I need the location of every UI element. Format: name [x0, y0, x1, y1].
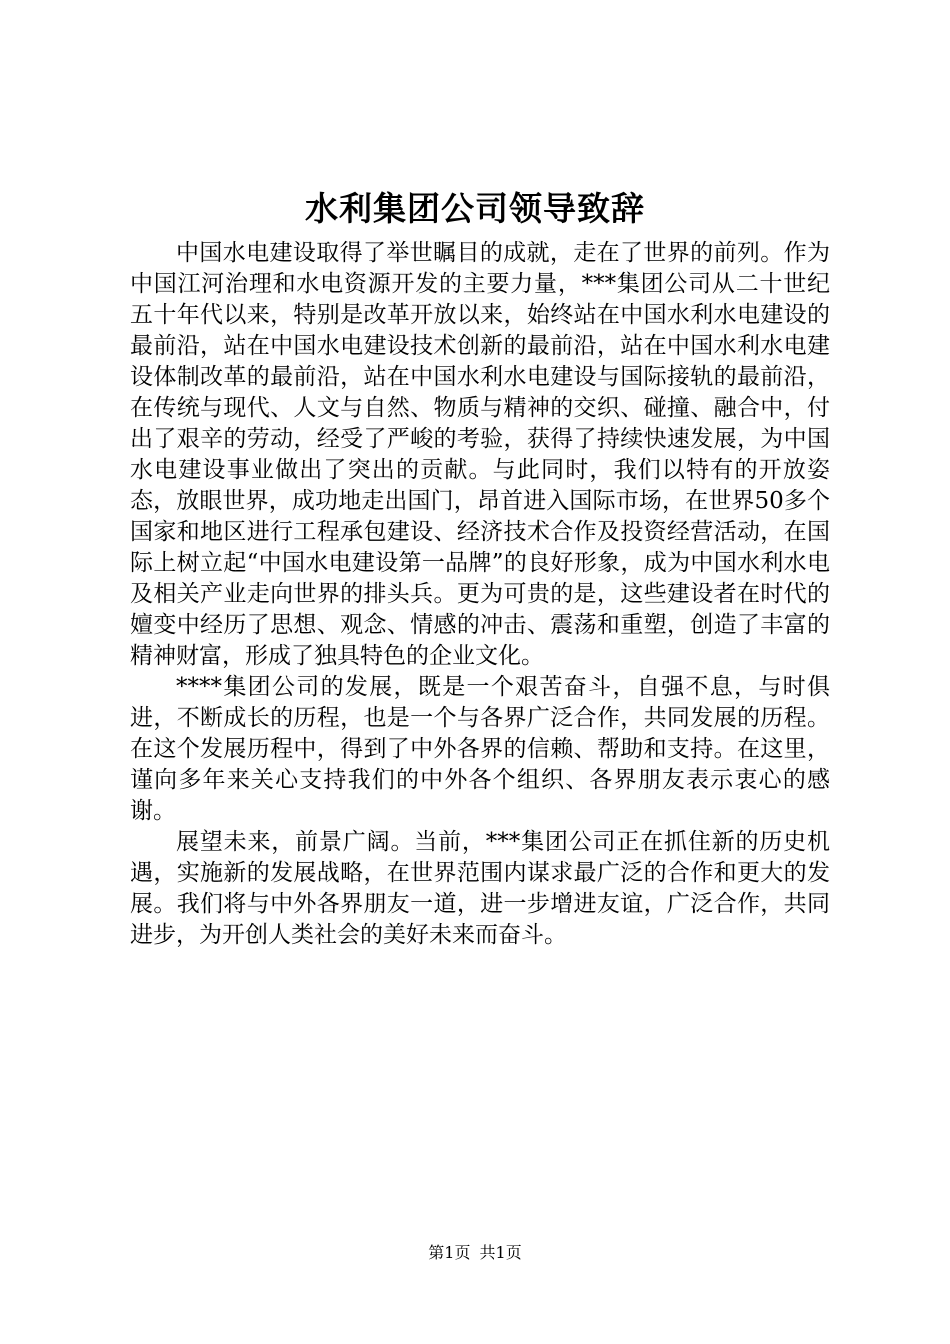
page-total: 共1页 — [479, 1243, 522, 1262]
paragraph-1: 中国水电建设取得了举世瞩目的成就，走在了世界的前列。作为中国江河治理和水电资源开发的主要力量，***集团公司从二十世纪五十年代以来，特别是改革开放以来，始终站在中国水利水电建设的最前沿，站在中国水电建设技术创新的最前沿，站在中国水利水电建设体制改革的最前沿，站在中国水利水电建设与国际接轨的最前沿，在传统与现代、人文与自然、物质与精神的交织、碰撞、融合中，付出了艰辛的劳动，经受了严峻的考验，获得了持续快速发展，为中国水电建设事业做出了突出的贡献。与此同时，我们以特有的开放姿态，放眼世界，成功地走出国门，昂首进入国际市场，在世界50多个国家和地区进行工程承包建设、经济技术合作及投资经营活动，在国际上树立起“中国水电建设第一品牌”的良好形象，成为中国水利水电及相关产业走向世界的排头兵。更为可贵的是，这些建设者在时代的嬗变中经历了思想、观念、情感的冲击、震荡和重塑，创造了丰富的精神财富，形成了独具特色的企业文化。 — [130, 240, 830, 669]
paragraph-3: 展望未来，前景广阔。当前，***集团公司正在抓住新的历史机遇，实施新的发展战略，在世界范围内谋求最广泛的合作和更大的发展。我们将与中外各界朋友一道，进一步增进友谊，广泛合作，共同进步，为开创人类社会的美好未来而奋斗。 — [130, 829, 830, 948]
document-title: 水利集团公司领导致辞 — [305, 189, 645, 228]
page-footer — [0, 1241, 950, 1265]
page-number: 第1页 — [428, 1243, 471, 1262]
paragraph-2: ****集团公司的发展，既是一个艰苦奋斗，自强不息，与时俱进，不断成长的历程，也是一个与各界广泛合作，共同发展的历程。在这个发展历程中，得到了中外各界的信赖、帮助和支持。在这里，谨向多年来关心支持我们的中外各个组织、各界朋友表示衷心的感谢。 — [130, 674, 830, 824]
document-body — [130, 238, 830, 951]
